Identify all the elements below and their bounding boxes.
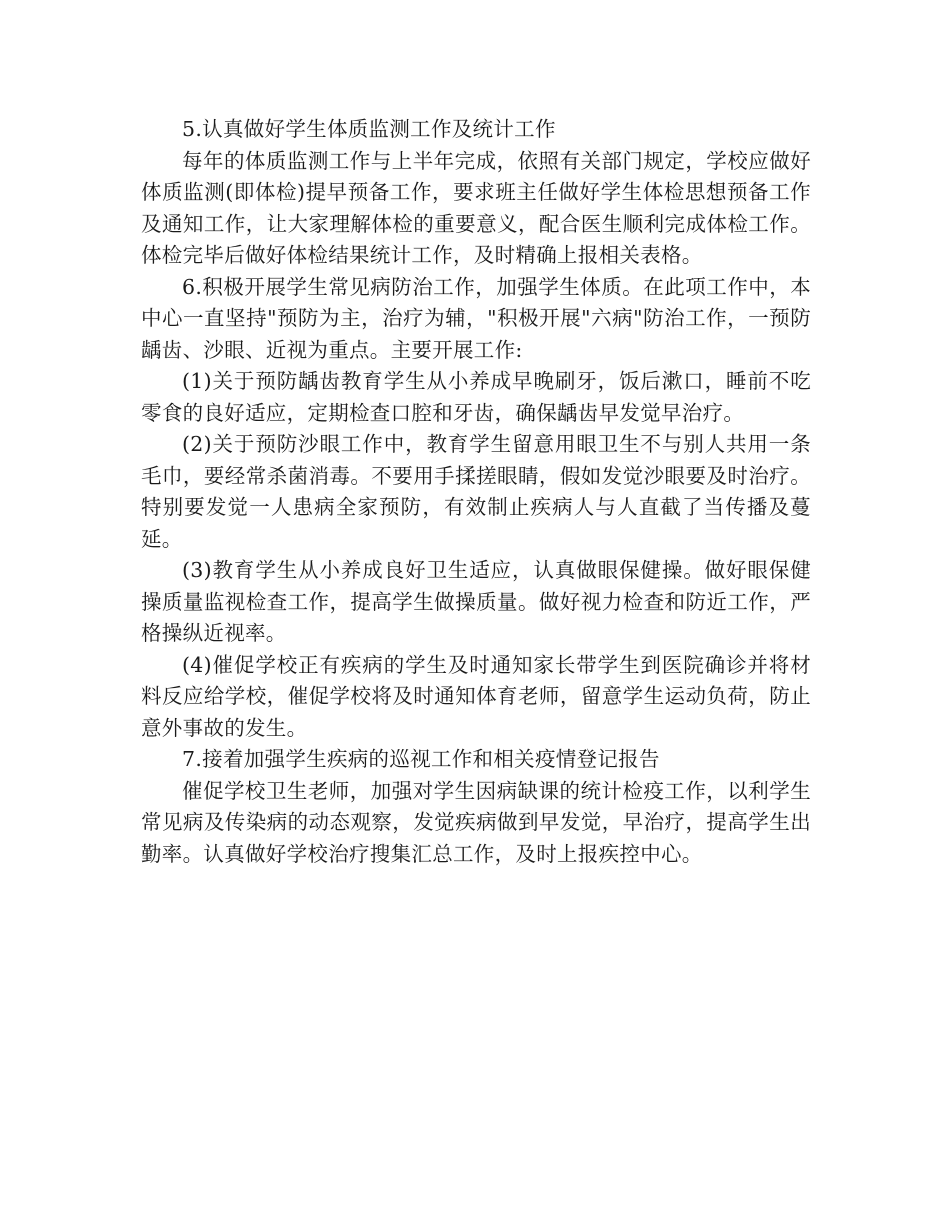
paragraph-item-2-trachoma: (2)关于预防沙眼工作中，教育学生留意用眼卫生不与别人共用一条毛巾，要经常杀菌消毒。不要用手揉搓眼睛，假如发觉沙眼要及时治疗。特别要发觉一人患病全家预防，有效制止疾病人与人直截了当传播及蔓延。 xyxy=(141,432,811,551)
paragraph-item-1-dental-caries: (1)关于预防龋齿教育学生从小养成早晚刷牙，饭后漱口，睡前不吃零食的良好适应，定期检查口腔和牙齿，确保龋齿早发觉早治疗。 xyxy=(141,369,811,425)
section-heading-5: 5.认真做好学生体质监测工作及统计工作 xyxy=(182,117,556,141)
paragraph-item-4-disease-notification: (4)催促学校正有疾病的学生及时通知家长带学生到医院确诊并将材料反应给学校，催促学校将及时通知体育老师，留意学生运动负荷，防止意外事故的发生。 xyxy=(141,652,811,740)
paragraph-item-3-eye-exercises: (3)教育学生从小养成良好卫生适应，认真做眼保健操。做好眼保健操质量监视检查工作，提高学生做操质量。做好视力检查和防近工作，严格操纵近视率。 xyxy=(141,558,811,645)
paragraph-physical-monitoring: 每年的体质监测工作与上半年完成，依照有关部门规定，学校应做好体质监测(即体检)提早预备工作，要求班主任做好学生体检思想预备工作及通知工作，让大家理解体检的重要意义，配合医生顺利完成体检工作。体检完毕后做好体检结果统计工作，及时精确上报相关表格。 xyxy=(141,148,811,267)
paragraph-disease-inspection: 催促学校卫生老师，加强对学生因病缺课的统计检疫工作，以利学生常见病及传染病的动态观察，发觉疾病做到早发觉，早治疗，提高学生出勤率。认真做好学校治疗搜集汇总工作，及时上报疾控中心。 xyxy=(141,778,811,866)
document-body xyxy=(141,114,811,870)
section-heading-7: 7.接着加强学生疾病的巡视工作和相关疫情登记报告 xyxy=(182,747,660,771)
section-heading-6: 6.积极开展学生常见病防治工作，加强学生体质。在此项工作中，本中心一直坚持"预防为主，治疗为辅，"积极开展"六病"防治工作，一预防龋齿、沙眼、近视为重点。主要开展工作: xyxy=(141,274,811,362)
